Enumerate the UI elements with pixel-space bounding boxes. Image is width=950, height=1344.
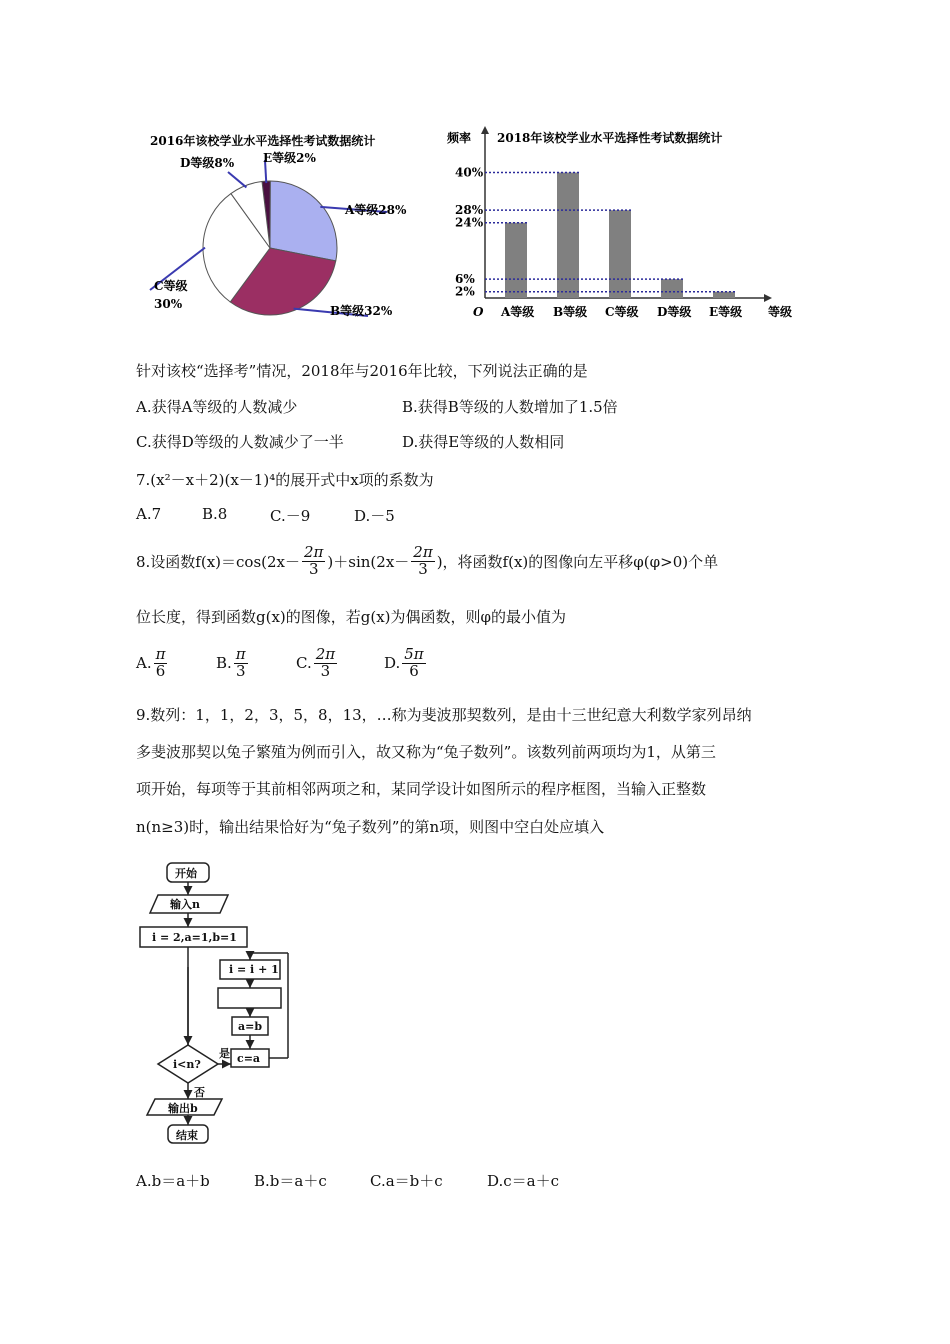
bar-category-label-5: E等级 bbox=[709, 305, 743, 319]
bar-category-label-4: D等级 bbox=[657, 305, 692, 319]
flowchart bbox=[130, 855, 330, 1145]
q8-fraction-1: $\frac{2\pi}{3}$ bbox=[304, 542, 324, 578]
bar-chart bbox=[445, 120, 805, 330]
q8-text-2: )＋sin(2x－ bbox=[327, 552, 410, 571]
q8-option-b: B. $\frac{\pi}{3}$ bbox=[216, 644, 246, 680]
bar-ylabel: 频率 bbox=[447, 131, 472, 145]
bar-origin-label: O bbox=[473, 305, 484, 319]
flow-input-label: 输入n bbox=[170, 898, 200, 911]
q8-text-1: 8.设函数f(x)＝cos(2x－ bbox=[136, 552, 301, 571]
pie-title: 2016年该校学业水平选择性考试数据统计 bbox=[150, 134, 376, 148]
q9-option-a: A.b＝a＋b bbox=[136, 1172, 210, 1190]
q7-option-d: D.－5 bbox=[354, 507, 395, 525]
q9-option-d: D.c＝a＋c bbox=[487, 1172, 560, 1190]
pie-leader-d bbox=[228, 172, 246, 187]
q7-option-c: C.－9 bbox=[270, 507, 311, 525]
flow-assign-a-label: a=b bbox=[238, 1020, 263, 1033]
flow-end-label: 结束 bbox=[176, 1129, 198, 1142]
q8-fraction-2: $\frac{2\pi}{3}$ bbox=[413, 542, 433, 578]
q6-stem: 针对该校“选择考”情况，2018年与2016年比较，下列说法正确的是 bbox=[136, 362, 588, 380]
pie-slice-a bbox=[270, 181, 337, 261]
q8-line1 bbox=[136, 538, 718, 584]
q8-line2: 位长度，得到函数g(x)的图像，若g(x)为偶函数，则φ的最小值为 bbox=[136, 608, 567, 626]
bar-2 bbox=[557, 173, 579, 298]
bar-x-arrow bbox=[764, 294, 772, 302]
q6-option-c: C.获得D等级的人数减少了一半 bbox=[136, 433, 344, 451]
q7-stem: 7.(x²－x＋2)(x－1)⁴的展开式中x项的系数为 bbox=[136, 471, 434, 489]
bar-3 bbox=[609, 210, 631, 298]
q8-option-a: A. $\frac{\pi}{6}$ bbox=[136, 644, 166, 680]
q9-line4: n(n≥3)时，输出结果恰好为“兔子数列”的第n项，则图中空白处应填入 bbox=[136, 818, 605, 836]
pie-label-c-pct: 30% bbox=[154, 297, 183, 311]
bar-ytick-2: 28% bbox=[455, 203, 484, 218]
bar-5 bbox=[713, 292, 735, 298]
bar-ytick-5: 2% bbox=[455, 284, 475, 299]
bar-y-arrow bbox=[481, 126, 489, 134]
q9-option-b: B.b＝a＋c bbox=[254, 1172, 327, 1190]
q6-option-a: A.获得A等级的人数减少 bbox=[136, 398, 298, 416]
flow-decision-label: i<n? bbox=[173, 1058, 201, 1071]
flow-yes-label: 是 bbox=[219, 1047, 230, 1060]
flow-blank-box bbox=[218, 988, 281, 1008]
bar-ytick-3: 24% bbox=[455, 215, 484, 230]
pie-label-e: E等级2% bbox=[263, 151, 316, 165]
q9-line1: 9.数列：1，1，2，3，5，8，13，…称为斐波那契数列，是由十三世纪意大利数学家列昂纳 bbox=[136, 706, 752, 724]
bar-category-label-3: C等级 bbox=[605, 305, 639, 319]
q8-text-3: )，将函数f(x)的图像向左平移φ(φ>0)个单 bbox=[436, 552, 719, 571]
pie-chart bbox=[140, 120, 460, 330]
flow-incr-label: i = i + 1 bbox=[229, 963, 279, 976]
chart-area bbox=[140, 120, 800, 330]
flow-start-label: 开始 bbox=[175, 867, 197, 880]
bar-ytick-1: 40% bbox=[455, 165, 484, 180]
q9-line2: 多斐波那契以兔子繁殖为例而引入，故又称为“兔子数列”。该数列前两项均为1，从第三 bbox=[136, 743, 716, 761]
bar-1 bbox=[505, 223, 527, 298]
q7-option-b: B.8 bbox=[202, 505, 228, 523]
pie-label-d: D等级8% bbox=[180, 156, 235, 170]
q9-line3: 项开始，每项等于其前相邻两项之和，某同学设计如图所示的程序框图，当输入正整数 bbox=[136, 780, 707, 798]
q6-option-b: B.获得B等级的人数增加了1.5倍 bbox=[402, 398, 618, 416]
q9-option-c: C.a＝b＋c bbox=[370, 1172, 443, 1190]
q6-option-d: D.获得E等级的人数相同 bbox=[402, 433, 565, 451]
flow-output-label: 输出b bbox=[168, 1102, 198, 1115]
q8-option-d: D. $\frac{5\pi}{6}$ bbox=[384, 644, 424, 680]
pie-label-b: B等级32% bbox=[330, 304, 393, 318]
bar-title: 2018年该校学业水平选择性考试数据统计 bbox=[497, 131, 723, 145]
bar-category-label-2: B等级 bbox=[553, 305, 588, 319]
pie-label-c: C等级 bbox=[154, 279, 188, 293]
q8-option-c: C. $\frac{2\pi}{3}$ bbox=[296, 644, 336, 680]
flow-no-label: 否 bbox=[194, 1086, 205, 1099]
flow-init-label: i = 2,a=1,b=1 bbox=[152, 931, 237, 944]
bar-xlabel: 等级 bbox=[768, 305, 793, 319]
q7-option-a: A.7 bbox=[136, 505, 162, 523]
bar-ytick-4: 6% bbox=[455, 272, 475, 287]
flow-assign-c-label: c=a bbox=[237, 1052, 261, 1065]
pie-label-a: A等级28% bbox=[345, 203, 407, 217]
bar-4 bbox=[661, 279, 683, 298]
bar-category-label-1: A等级 bbox=[501, 305, 535, 319]
